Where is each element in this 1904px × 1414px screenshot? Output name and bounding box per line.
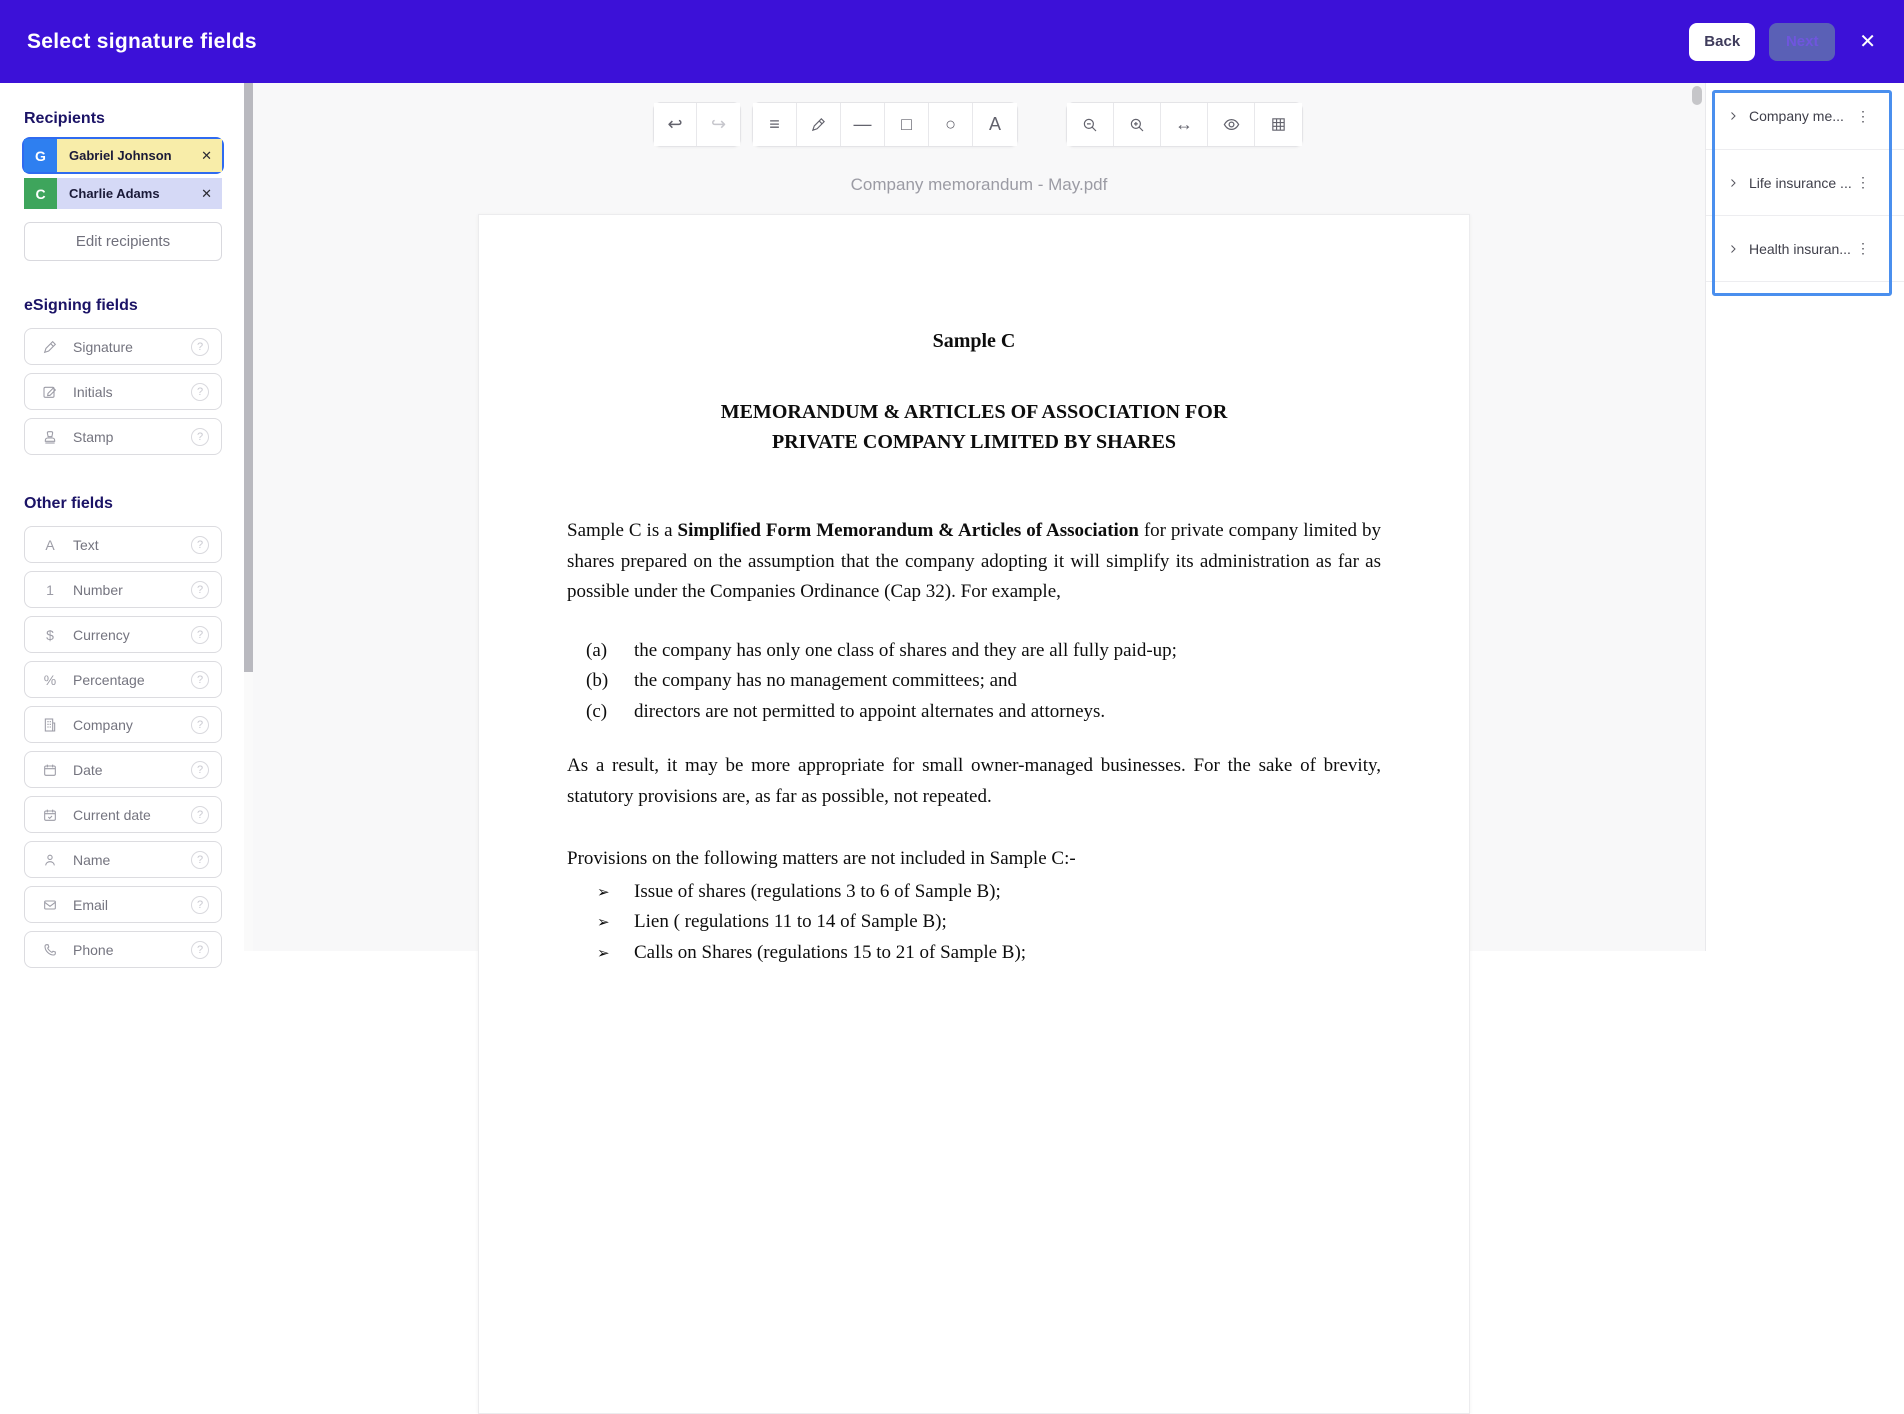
undo-redo-group: [653, 102, 741, 147]
header-bar: [0, 0, 1904, 83]
percent-icon: %: [43, 671, 57, 688]
kebab-menu-icon[interactable]: ⋮: [1856, 174, 1870, 190]
pencil-square-icon: [40, 384, 60, 400]
list-marker: (a): [586, 639, 608, 661]
redo-icon[interactable]: ↪: [697, 103, 740, 146]
zoom-in-icon[interactable]: [1114, 103, 1161, 146]
sidebar-scrollbar-thumb[interactable]: [244, 83, 253, 672]
field-label: Email: [73, 896, 109, 913]
undo-icon[interactable]: ↩: [654, 103, 697, 146]
phone-icon: [40, 942, 60, 958]
list-marker: (b): [586, 670, 609, 691]
recipients-heading: Recipients: [24, 110, 105, 127]
envelope-icon: [40, 897, 60, 913]
stamp-icon: [40, 429, 60, 445]
document-row-life-insurance[interactable]: [1706, 150, 1904, 216]
grid-icon[interactable]: [1255, 103, 1302, 146]
doc-paragraph-3: Provisions on the following matters are not included in Sample C:-: [567, 848, 1076, 869]
field-current-date[interactable]: [24, 796, 222, 833]
doc-lettered-list: [567, 636, 1381, 728]
help-icon[interactable]: ?: [191, 383, 209, 401]
bullet-text: Lien ( regulations 11 to 14 of Sample B);: [634, 911, 947, 932]
number-one-icon: 1: [46, 581, 54, 598]
back-button[interactable]: Back: [1689, 23, 1755, 61]
next-button[interactable]: Next: [1769, 23, 1835, 61]
pencil-icon[interactable]: [797, 103, 841, 146]
document-filename: Company memorandum - May.pdf: [850, 175, 1108, 194]
list-marker: (c): [586, 700, 608, 722]
help-icon[interactable]: ?: [191, 806, 209, 824]
doc-heading-line2: PRIVATE COMPANY LIMITED BY SHARES: [771, 431, 1177, 453]
bullet-item: [597, 877, 1381, 908]
help-icon[interactable]: ?: [191, 581, 209, 599]
kebab-menu-icon[interactable]: ⋮: [1856, 107, 1870, 124]
text-tool-icon[interactable]: A: [973, 103, 1017, 146]
document-area: [253, 83, 1705, 963]
field-email[interactable]: [24, 886, 222, 923]
field-label: Signature: [73, 338, 133, 355]
eye-icon[interactable]: [1208, 103, 1255, 146]
field-signature[interactable]: [24, 328, 222, 365]
esigning-fields-heading: eSigning fields: [24, 297, 138, 314]
help-icon[interactable]: ?: [191, 896, 209, 914]
recipient-chip-gabriel[interactable]: [24, 139, 222, 172]
document-row-label: Company me...: [1749, 108, 1844, 124]
field-label: Initials: [73, 383, 113, 400]
field-text[interactable]: [24, 526, 222, 563]
list-text: the company has only one class of shares and they are all fully paid-up;: [634, 639, 1177, 661]
kebab-menu-icon[interactable]: ⋮: [1856, 240, 1870, 256]
help-icon[interactable]: ?: [191, 536, 209, 554]
field-currency[interactable]: [24, 616, 222, 653]
field-label: Currency: [73, 626, 130, 643]
help-icon[interactable]: ?: [191, 626, 209, 644]
recipient-name: Gabriel Johnson: [69, 148, 172, 163]
field-label: Date: [73, 761, 103, 778]
recipient-chip-charlie[interactable]: [24, 178, 222, 209]
recipient-chip-body: [57, 178, 222, 209]
help-icon[interactable]: ?: [191, 851, 209, 869]
help-icon[interactable]: ?: [191, 941, 209, 959]
field-label: Text: [73, 536, 99, 553]
document-row-label: Health insuran...: [1749, 240, 1851, 257]
field-label: Stamp: [73, 428, 114, 445]
menu-icon[interactable]: ≡: [753, 103, 797, 146]
field-percentage[interactable]: [24, 661, 222, 698]
fields-sidebar: [0, 83, 244, 958]
field-label: Number: [73, 581, 123, 598]
close-icon[interactable]: ✕: [1859, 30, 1876, 53]
bullet-text: Calls on Shares (regulations 15 to 21 of Sample B);: [634, 941, 1027, 963]
field-stamp[interactable]: [24, 418, 222, 455]
list-text: directors are not permitted to appoint alternates and attorneys.: [634, 700, 1106, 722]
help-icon[interactable]: ?: [191, 428, 209, 446]
field-name[interactable]: [24, 841, 222, 878]
document-row-company-memorandum[interactable]: [1706, 83, 1904, 150]
help-icon[interactable]: ?: [191, 671, 209, 689]
building-icon: [40, 717, 60, 733]
doc-paragraph-2: As a result, it may be more appropriate for small owner-managed businesses. For the sake of brevity, statutory provisions are, as far as possible, not repeated.: [567, 755, 1381, 807]
document-row-label: Life insurance ...: [1749, 174, 1852, 191]
edit-recipients-button[interactable]: Edit recipients: [24, 222, 222, 261]
doc-paragraph-1: [567, 516, 1381, 608]
chevron-right-icon[interactable]: [1727, 110, 1739, 122]
calendar-check-icon: [40, 807, 60, 823]
bullet-arrow-icon: ➢: [597, 882, 610, 901]
doc-heading-line1: MEMORANDUM & ARTICLES OF ASSOCIATION FOR: [720, 401, 1228, 423]
chevron-right-icon[interactable]: [1727, 177, 1739, 189]
line-tool-icon[interactable]: —: [841, 103, 885, 146]
doc-heading-memorandum: [567, 397, 1381, 457]
doc-bullet-list: [567, 877, 1381, 969]
chevron-right-icon[interactable]: [1727, 243, 1739, 255]
list-item: [586, 666, 1381, 697]
fit-width-icon[interactable]: ↔: [1161, 103, 1208, 146]
document-row-health-insurance[interactable]: [1706, 216, 1904, 282]
dollar-icon: $: [46, 626, 54, 643]
help-icon[interactable]: ?: [191, 338, 209, 356]
field-date[interactable]: [24, 751, 222, 788]
field-company[interactable]: [24, 706, 222, 743]
field-label: Name: [73, 851, 111, 868]
document-toolbar: [653, 102, 1303, 147]
bullet-arrow-icon: ➢: [597, 943, 610, 962]
doc-paragraph-1-bold: Simplified Form Memorandum & Articles of Association: [677, 520, 1139, 541]
other-fields-heading: Other fields: [24, 495, 113, 512]
field-phone[interactable]: [24, 931, 222, 968]
doc-heading-sample: Sample C: [932, 330, 1016, 352]
field-label: Company: [73, 716, 133, 733]
rectangle-tool-icon[interactable]: □: [885, 103, 929, 146]
calendar-icon: [40, 762, 60, 778]
field-number[interactable]: [24, 571, 222, 608]
letter-a-icon: A: [45, 536, 55, 553]
field-label: Phone: [73, 941, 114, 958]
list-item: [586, 636, 1381, 667]
documents-panel: [1705, 83, 1904, 951]
help-icon[interactable]: ?: [191, 716, 209, 734]
person-icon: [40, 852, 60, 868]
zoom-out-icon[interactable]: [1067, 103, 1114, 146]
list-item: [586, 697, 1381, 728]
remove-recipient-icon[interactable]: ✕: [201, 147, 212, 163]
document-page-content: [479, 215, 1469, 968]
bullet-arrow-icon: ➢: [597, 913, 610, 931]
remove-recipient-icon[interactable]: ✕: [201, 185, 212, 201]
bullet-item: [597, 907, 1381, 938]
annotation-tools-group: [752, 102, 1018, 147]
bullet-text: Issue of shares (regulations 3 to 6 of Sample B);: [634, 880, 1001, 902]
recipient-name: Charlie Adams: [69, 186, 160, 201]
circle-tool-icon[interactable]: ○: [929, 103, 973, 146]
field-label: Current date: [73, 806, 151, 823]
avatar: G: [24, 139, 57, 172]
document-scrollbar-thumb[interactable]: [1692, 86, 1702, 105]
doc-paragraph-1-post: for private company limited by shares prepared on the assumption that the company adopting it will simplify its administration as far as possible under the Companies Ordinance (Cap 32). For example,: [567, 520, 1381, 602]
list-text: the company has no management committees; and: [634, 670, 1018, 691]
document-page[interactable]: [478, 214, 1470, 1414]
doc-paragraph-1-pre: Sample C is a: [567, 520, 678, 541]
page-title: Select signature fields: [27, 29, 257, 53]
avatar: C: [24, 178, 57, 209]
field-initials[interactable]: [24, 373, 222, 410]
view-tools-group: [1066, 102, 1303, 147]
help-icon[interactable]: ?: [191, 761, 209, 779]
field-label: Percentage: [73, 671, 145, 688]
recipient-chip-body: [57, 139, 222, 172]
sidebar-scrollbar[interactable]: [244, 83, 253, 951]
bullet-item: [597, 938, 1381, 969]
header-actions: [1689, 23, 1876, 61]
pen-icon: [40, 339, 60, 355]
